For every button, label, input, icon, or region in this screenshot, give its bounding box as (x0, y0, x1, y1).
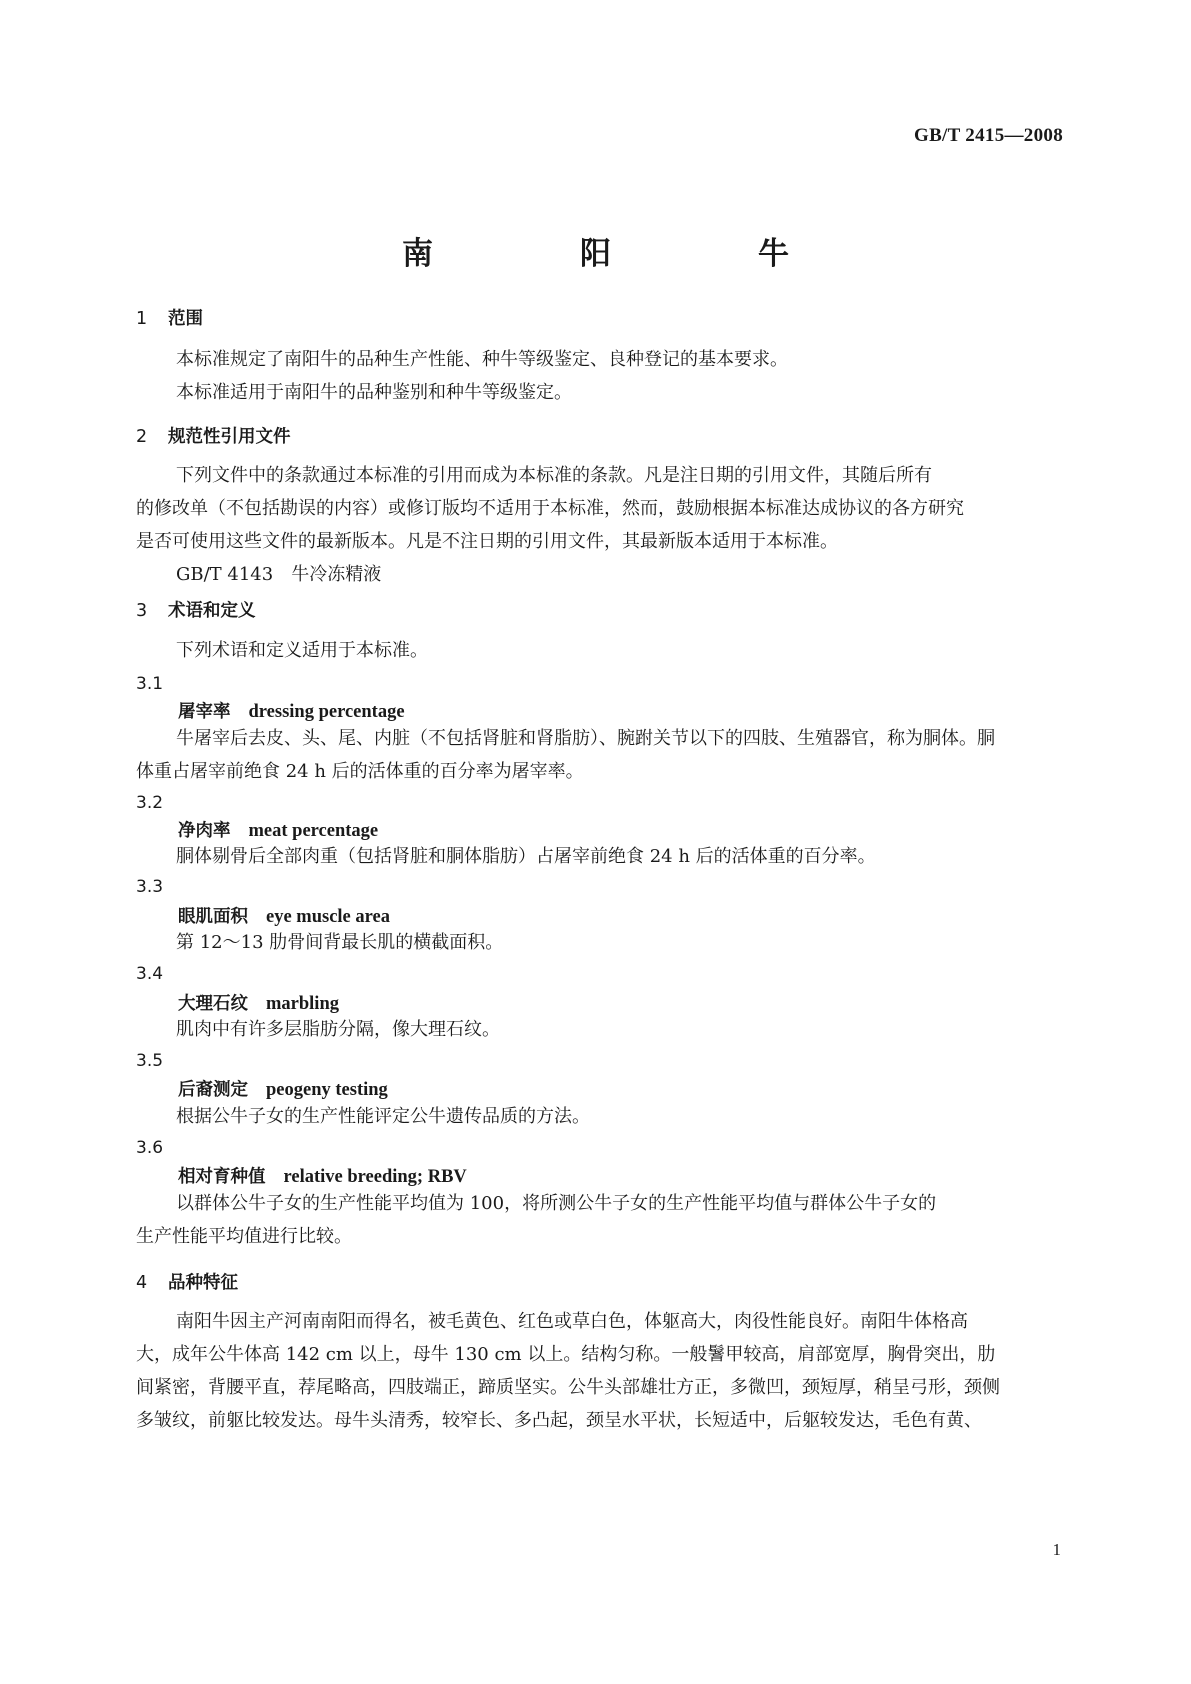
section-2-body (136, 459, 1062, 591)
section-title: 品种特征 (168, 1273, 238, 1293)
section-2-heading (136, 423, 291, 448)
section-number: 2 (136, 427, 148, 447)
paragraph-line: 本标准规定了南阳牛的品种生产性能、种牛等级鉴定、良种登记的基本要求。 (176, 349, 788, 370)
term-definition (136, 1187, 1062, 1253)
term-definition (136, 1100, 1062, 1133)
section-1-body (136, 343, 1062, 409)
paragraph-line: 根据公牛子女的生产性能评定公牛遗传品质的方法。 (176, 1106, 590, 1127)
paragraph-line: 多皱纹，前躯比较发达。母牛头清秀，较窄长、多凸起，颈呈水平状，长短适中，后躯较发达，毛色有黄、 (136, 1410, 982, 1431)
term-definition (136, 722, 1062, 788)
term-definition (136, 1013, 1062, 1046)
term-number: 3.3 (136, 877, 164, 897)
term-definition (136, 840, 1062, 873)
term-heading (178, 903, 390, 928)
term-number: 3.5 (136, 1051, 164, 1071)
term-en: dressing percentage (248, 702, 405, 722)
page-number: 1 (1052, 1540, 1061, 1559)
paragraph-line: 的修改单（不包括勘误的内容）或修订版均不适用于本标准，然而，鼓励根据本标准达成协议的各方研究 (136, 498, 964, 519)
section-4-body (136, 1305, 1062, 1437)
section-3-intro (136, 634, 1062, 667)
paragraph-line: 本标准适用于南阳牛的品种鉴别和种牛等级鉴定。 (176, 382, 572, 403)
section-number: 3 (136, 601, 148, 621)
term-en: eye muscle area (266, 907, 390, 927)
paragraph-line: 以群体公牛子女的生产性能平均值为 100，将所测公牛子女的生产性能平均值与群体公牛子女的 (176, 1193, 937, 1214)
section-number: 4 (136, 1273, 148, 1293)
section-title: 术语和定义 (168, 601, 256, 621)
paragraph-line: 间紧密，背腰平直，荐尾略高，四肢端正，蹄质坚实。公牛头部雄壮方正，多微凹，颈短厚，稍呈弓形，颈侧 (136, 1377, 1000, 1398)
document-title: 南 阳 牛 (402, 236, 847, 272)
term-heading (178, 990, 339, 1015)
term-number: 3.6 (136, 1138, 164, 1158)
paragraph-line: 牛屠宰后去皮、头、尾、内脏（不包括肾脏和肾脂肪）、腕跗关节以下的四肢、生殖器官，称为胴体。胴 (176, 728, 995, 749)
standard-code: GB/T 2415—2008 (913, 125, 1063, 146)
term-number: 3.4 (136, 964, 164, 984)
paragraph-line: 南阳牛因主产河南南阳而得名，被毛黄色、红色或草白色，体躯高大，肉役性能良好。南阳牛体格高 (176, 1311, 968, 1332)
paragraph-line: 生产性能平均值进行比较。 (136, 1226, 352, 1247)
term-number: 3.2 (136, 793, 164, 813)
section-title: 规范性引用文件 (168, 427, 291, 447)
paragraph-line: 下列术语和定义适用于本标准。 (176, 640, 428, 661)
normative-reference: GB/T 4143 牛冷冻精液 (176, 564, 382, 585)
term-en: marbling (266, 994, 339, 1014)
section-1-heading (136, 305, 203, 330)
term-cn: 大理石纹 (178, 994, 248, 1014)
term-en: relative breeding; RBV (283, 1167, 467, 1187)
term-number: 3.1 (136, 674, 164, 694)
term-en: meat percentage (248, 821, 379, 841)
term-cn: 屠宰率 (178, 702, 231, 722)
section-number: 1 (136, 309, 148, 329)
paragraph-line: 肌肉中有许多层脂肪分隔，像大理石纹。 (176, 1019, 500, 1040)
term-en: peogeny testing (266, 1080, 388, 1100)
paragraph-line: 下列文件中的条款通过本标准的引用而成为本标准的条款。凡是注日期的引用文件，其随后所有 (176, 465, 932, 486)
term-cn: 净肉率 (178, 821, 231, 841)
paragraph-line: 第 12～13 肋骨间背最长肌的横截面积。 (176, 932, 504, 953)
paragraph-line: 胴体剔骨后全部肉重（包括肾脏和胴体脂肪）占屠宰前绝食 24 h 后的活体重的百分率。 (176, 846, 876, 867)
section-title: 范围 (168, 309, 203, 329)
term-cn: 相对育种值 (178, 1167, 266, 1187)
term-heading (178, 1163, 467, 1188)
paragraph-line: 大，成年公牛体高 142 cm 以上，母牛 130 cm 以上。结构匀称。一般鬐甲较高，肩部宽厚，胸骨突出，肋 (136, 1344, 996, 1365)
paragraph-line: 体重占屠宰前绝食 24 h 后的活体重的百分率为屠宰率。 (136, 761, 584, 782)
term-definition (136, 926, 1062, 959)
term-cn: 眼肌面积 (178, 907, 248, 927)
section-3-heading (136, 597, 256, 622)
term-heading (178, 817, 378, 842)
term-heading (178, 1076, 388, 1101)
term-heading (178, 698, 405, 723)
paragraph-line: 是否可使用这些文件的最新版本。凡是不注日期的引用文件，其最新版本适用于本标准。 (136, 531, 838, 552)
section-4-heading (136, 1269, 238, 1294)
term-cn: 后裔测定 (178, 1080, 248, 1100)
